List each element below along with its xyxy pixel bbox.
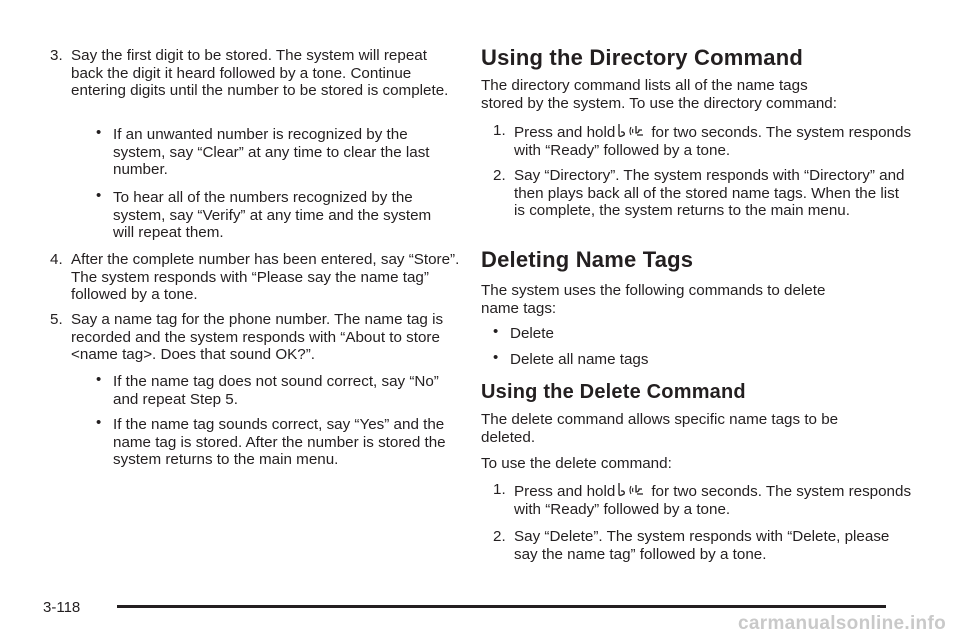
step-number: 2. (493, 167, 506, 184)
phone-voice-button-icon (617, 122, 647, 139)
bullet-yes (96, 416, 453, 469)
page-number: 3-118 (43, 599, 81, 616)
step-number: 1. (493, 481, 506, 498)
bullet-delete-all (493, 351, 910, 369)
step-number: 5. (50, 311, 63, 328)
deleting-heading: Deleting Name Tags (481, 247, 694, 272)
bullet-text: • If an unwanted number is recognized by the system, say “Clear” at any time to clear the last number. (113, 126, 430, 178)
step-text: Say “Delete”. The system responds with “Delete, please say the name tag” followed by a tone. (514, 528, 890, 563)
step-text (514, 122, 914, 159)
directory-step-2 (493, 167, 914, 220)
step-number: 2. (493, 528, 506, 545)
step-number: 4. (50, 251, 63, 268)
bullet-verify (96, 189, 453, 242)
directory-intro: The directory command lists all of the name tags stored by the system. To use the directory command: (481, 77, 837, 112)
bullet-text: • Delete all name tags (510, 351, 649, 368)
delete-step-2 (493, 528, 914, 563)
step-text-post: for two seconds. The system responds with “Ready” followed by a tone. (514, 483, 912, 518)
bullet-text: • If the name tag does not sound correct, say “No” and repeat Step 5. (113, 373, 439, 408)
step-text: Say a name tag for the phone number. The name tag is recorded and the system responds with “About to store <name tag>. Does that sound OK?”. (71, 311, 444, 363)
bullet-text: • Delete (510, 325, 554, 342)
step-text: Say the first digit to be stored. The system will repeat back the digit it heard followed by a tone. Continue entering digits until the number to be stored is complete. (71, 47, 449, 99)
step-text (514, 481, 914, 518)
step-text: Say “Directory”. The system responds with “Directory” and then plays back all of the stored name tags. When the list is complete, the system returns to the main menu. (514, 167, 905, 219)
step-number: 1. (493, 122, 506, 139)
bullet-text: • If the name tag sounds correct, say “Yes” and the name tag is stored. After the number is stored the system returns to the main menu. (113, 416, 446, 468)
bullet-text: • To hear all of the numbers recognized by the system, say “Verify” at any time and the system will repeat them. (113, 189, 432, 241)
deleting-intro: The system uses the following commands to delete name tags: (481, 282, 826, 317)
step-3 (50, 47, 461, 100)
step-number: 3. (50, 47, 63, 64)
step-text-post: for two seconds. The system responds with “Ready” followed by a tone. (514, 124, 912, 159)
bullet-no (96, 373, 453, 408)
step-text-pre: Press and hold (514, 483, 616, 500)
directory-heading: Using the Directory Command (481, 45, 804, 70)
delete-step-1 (493, 481, 914, 518)
bullet-delete (493, 325, 910, 343)
footer-rule (117, 605, 886, 608)
step-text-pre: Press and hold (514, 124, 616, 141)
step-4 (50, 251, 461, 304)
step-5 (50, 311, 461, 364)
delete-command-use: To use the delete command: (481, 455, 672, 472)
watermark: carmanualsonline.info (738, 613, 946, 634)
delete-command-heading: Using the Delete Command (481, 381, 746, 403)
step-text: After the complete number has been entered, say “Store”. The system responds with “Please say the name tag” followed by a tone. (71, 251, 460, 303)
bullet-clear (96, 126, 453, 179)
directory-step-1 (493, 122, 914, 159)
phone-voice-button-icon (617, 481, 647, 498)
delete-command-intro: The delete command allows specific name tags to be deleted. (481, 411, 839, 446)
